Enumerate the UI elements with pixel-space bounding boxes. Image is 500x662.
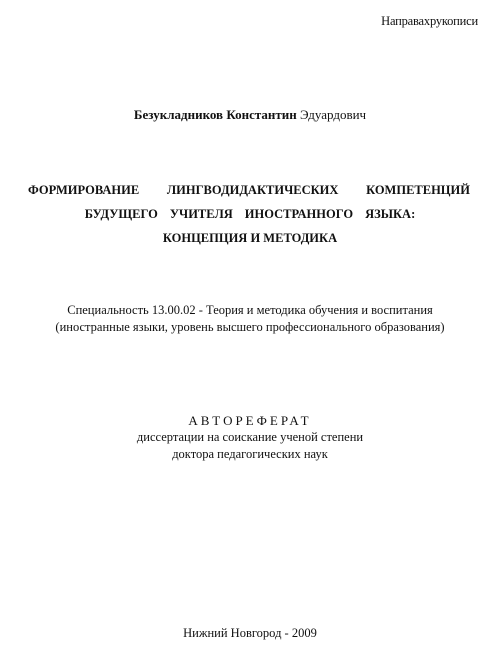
title-word: ИНОСТРАННОГО: [244, 207, 354, 221]
abstract-heading: АВТОРЕФЕРАТ: [188, 413, 312, 428]
abstract-line-2: доктора педагогических наук: [172, 447, 328, 461]
title-word: БУДУЩЕГО: [84, 207, 158, 221]
author-surname-name: Безукладников Константин: [133, 107, 297, 122]
dissertation-title: [20, 178, 480, 250]
rights-note: Направахрукописи: [381, 14, 478, 28]
author-name: [0, 107, 500, 123]
specialty-block: [0, 302, 500, 336]
title-line-3: КОНЦЕПЦИЯ И МЕТОДИКА: [162, 231, 338, 245]
specialty-line-1: Специальность 13.00.02 - Теория и методика обучения и воспитания: [67, 303, 433, 317]
title-line-2: [20, 202, 480, 226]
abstract-block: [0, 412, 500, 463]
title-word: ФОРМИРОВАНИЕ: [28, 183, 140, 197]
title-word: ЯЗЫКА:: [365, 207, 416, 221]
author-patronymic: Эдуардович: [300, 107, 367, 122]
title-line-1: [20, 178, 480, 202]
city-year: Нижний Новгород - 2009: [183, 626, 317, 640]
specialty-line-2: (иностранные языки, уровень высшего профессионального образования): [55, 320, 445, 334]
abstract-line-1: диссертации на соискание ученой степени: [136, 430, 364, 444]
title-word: УЧИТЕЛЯ: [169, 207, 233, 221]
title-word: ЛИНГВОДИДАКТИЧЕСКИХ: [166, 183, 339, 197]
title-word: КОМПЕТЕНЦИЙ: [366, 183, 470, 197]
